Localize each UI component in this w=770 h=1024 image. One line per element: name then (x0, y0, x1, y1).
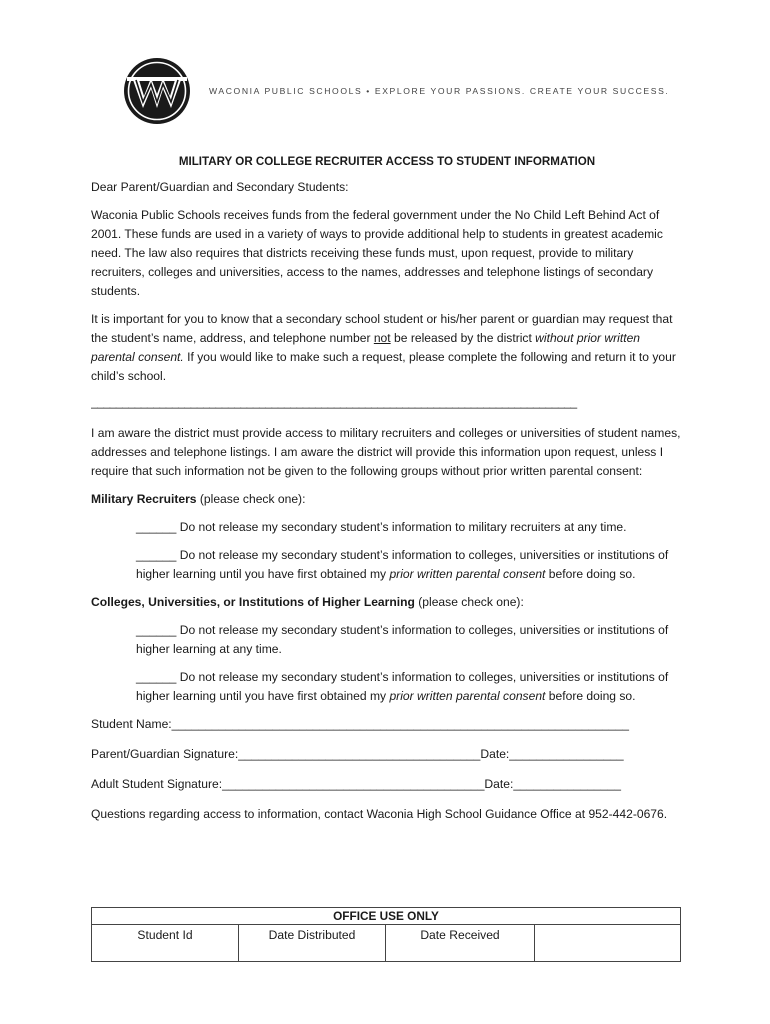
military-section-heading: Military Recruiters (please check one): (91, 492, 306, 506)
student-name-field[interactable]: Student Name:____________________________________________________________________ (91, 717, 630, 731)
college-option-consent[interactable]: ______ Do not release my secondary student’s information to colleges, universities or institutions of higher learning until you have first obtained my prior written parental consent before doing so. (136, 670, 669, 703)
college-option-any-time[interactable]: ______ Do not release my secondary student’s information to colleges, universities or institutions of higher learning at any time. (136, 623, 669, 656)
parent-signature-field[interactable]: Parent/Guardian Signature:____________________________________Date:_________________ (91, 747, 624, 761)
office-use-heading: OFFICE USE ONLY (92, 908, 681, 925)
military-option-consent[interactable]: ______ Do not release my secondary student’s information to colleges, universities or institutions of higher learning until you have first obtained my prior written parental consent before doing so. (136, 548, 669, 581)
document-title: MILITARY OR COLLEGE RECRUITER ACCESS TO STUDENT INFORMATION (178, 155, 596, 168)
contact-note: Questions regarding access to information, contact Waconia High School Guidance Office at 952-442-0676. (91, 807, 668, 821)
school-tagline: WACONIA PUBLIC SCHOOLS • EXPLORE YOUR PASSIONS. CREATE YOUR SUCCESS. (209, 86, 670, 96)
cut-line: ______________________________________________________________________________ (91, 395, 577, 409)
blank-cell[interactable] (535, 925, 681, 962)
paragraph-awareness: I am aware the district must provide access to military recruiters and colleges or universities of student names, addresses and telephone listings. I am aware the district will provide this information upon request, unless I require that such information not be given to the following groups without prior written parental consent: (91, 426, 681, 478)
paragraph-request: It is important for you to know that a secondary school student or his/her parent or guardian may request that the student’s name, address, and telephone number not be released by the district without prior written parental consent. If you would like to make such a request, please complete the following and return it to your child’s school. (91, 312, 676, 383)
letter-body (91, 152, 683, 833)
salutation: Dear Parent/Guardian and Secondary Students: (91, 180, 349, 194)
paragraph-funding: Waconia Public Schools receives funds from the federal government under the No Child Left Behind Act of 2001. These funds are used in a variety of ways to provide additional help to students in greatest academic need. The law also requires that districts receiving these funds must, upon request, provide to military recruiters, colleges and universities, access to the names, addresses and telephone listings of secondary students. (91, 208, 663, 298)
letterhead (122, 56, 682, 128)
office-use-table (91, 907, 681, 962)
date-distributed-cell[interactable]: Date Distributed (239, 925, 386, 962)
military-option-any-time[interactable]: ______ Do not release my secondary student’s information to military recruiters at any time. (136, 520, 627, 534)
adult-student-signature-field[interactable]: Adult Student Signature:_______________________________________Date:________________ (91, 777, 621, 791)
college-section-heading: Colleges, Universities, or Institutions of Higher Learning (please check one): (91, 595, 524, 609)
waconia-logo-icon (122, 56, 192, 126)
student-id-cell[interactable]: Student Id (92, 925, 239, 962)
date-received-cell[interactable]: Date Received (386, 925, 535, 962)
not-underlined: not (373, 331, 391, 345)
